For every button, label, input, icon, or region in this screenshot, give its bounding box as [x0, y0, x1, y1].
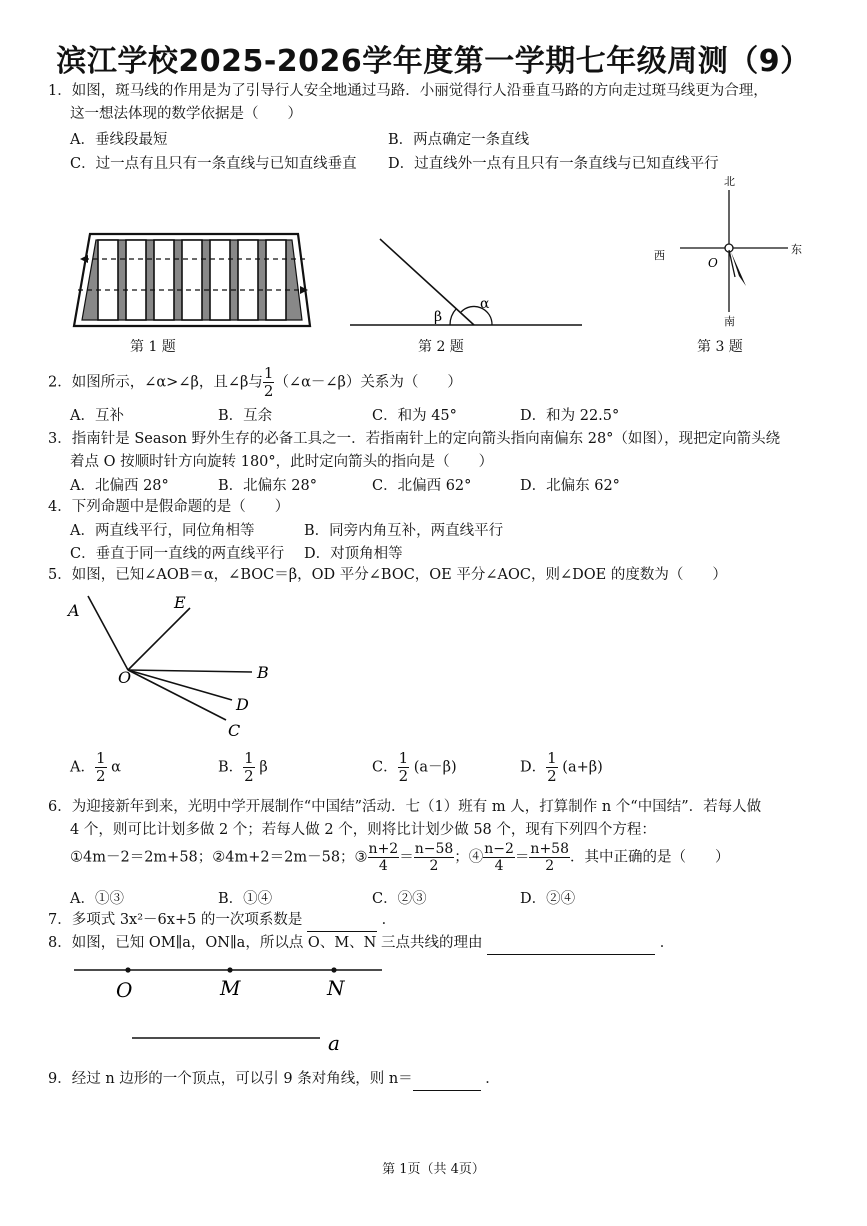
figure-3-caption: 第 3 题	[697, 339, 743, 355]
page-title: 滨江学校2025-2026学年度第一学期七年级周测（9）	[56, 44, 811, 79]
fraction-denominator: 2	[244, 767, 254, 785]
fraction-one-half	[546, 751, 558, 784]
fraction-denominator: 4	[378, 858, 388, 874]
point-d-label: D	[236, 695, 249, 714]
equals-sign: ＝	[514, 849, 530, 866]
question-4-option-b: B．同旁内角互补，两直线平行	[304, 523, 504, 539]
point-b-label: B	[257, 663, 269, 682]
angle-alpha-label: α	[480, 296, 490, 312]
question-6-option-b: B．①④	[218, 891, 273, 907]
question-2-stem-post: （∠α－∠β）关系为（ ）	[274, 374, 462, 391]
equals-sign: ＝	[399, 849, 414, 866]
fraction-one-half	[398, 751, 410, 784]
point-o-label: O	[118, 668, 132, 687]
point-m-label: M	[220, 976, 241, 1000]
question-4-stem: 4．下列命题中是假命题的是（ ）	[48, 499, 290, 515]
angle-beta-label: β	[434, 309, 443, 325]
question-3-stem: 3．指南针是 Season 野外生存的必备工具之一．若指南针上的定向箭头指向南偏东 28°（如图），现把定向箭头绕	[48, 431, 781, 447]
question-9-end: ．	[485, 1071, 500, 1087]
point-a-label: A	[68, 601, 80, 620]
figure-zebra-crossing	[72, 228, 322, 333]
question-6-equations	[70, 842, 729, 873]
fraction-denominator: 2	[547, 767, 557, 785]
question-6-option-a: A．①③	[70, 891, 124, 907]
fraction-eq4-left	[483, 842, 515, 873]
question-3-option-a: A．北偏西 28°	[70, 478, 169, 494]
question-3-option-d: D．北偏东 62°	[520, 478, 620, 494]
question-1-stem-line2: 这一想法体现的数学依据是（ ）	[70, 106, 302, 122]
answer-blank	[487, 932, 655, 955]
fraction-eq3-left	[368, 842, 400, 873]
fraction-denominator: 2	[263, 382, 274, 400]
compass-north-label: 北	[724, 175, 735, 188]
question-6-option-d: D．②④	[520, 891, 576, 907]
question-7	[48, 909, 396, 932]
question-5-option-a	[70, 751, 121, 784]
option-letter: A．	[70, 759, 95, 776]
compass-west-label: 西	[654, 249, 665, 262]
question-8-end: ．	[659, 935, 675, 951]
equations-1-2: ①4m－2＝2m+58；②4m+2＝2m－58；③	[70, 849, 368, 866]
line-a-label: a	[328, 1031, 340, 1055]
question-6-stem: 6．为迎接新年到来，光明中学开展制作“中国结”活动．七（1）班有 m 人，打算制作 n 个“中国结”．若每人做	[48, 799, 762, 815]
fraction-numerator: 1	[95, 749, 106, 767]
equation-4-marker: ；④	[454, 849, 484, 866]
figure-compass	[650, 172, 810, 332]
question-9	[48, 1068, 500, 1091]
fraction-numerator: 1	[547, 749, 557, 767]
fraction-denominator: 2	[545, 858, 555, 874]
fraction-eq4-right	[529, 842, 570, 873]
question-2-stem	[48, 366, 462, 399]
option-letter: C．	[372, 759, 398, 776]
fraction-one-half	[263, 366, 275, 399]
question-7-end: ．	[381, 912, 397, 928]
point-n-label: N	[327, 976, 345, 1000]
fraction-numerator: n+58	[530, 841, 569, 857]
compass-south-label: 南	[724, 315, 735, 328]
page-footer: 第 1页（共 4页）	[382, 1162, 485, 1177]
fraction-numerator: 1	[398, 749, 409, 767]
question-5-option-d	[520, 751, 603, 784]
fraction-denominator: 2	[95, 767, 106, 785]
question-5-option-b	[218, 751, 268, 784]
fraction-denominator: 2	[398, 767, 409, 785]
answer-blank	[413, 1068, 481, 1091]
point-e-label: E	[174, 593, 186, 612]
point-o-label: O	[116, 978, 133, 1002]
fraction-numerator: 1	[244, 749, 254, 767]
figure-2-caption: 第 2 题	[418, 339, 464, 355]
question-6-stem-line2: 4 个，则可比计划多做 2 个；若每人做 2 个，则将比计划少做 58 个，现有下列四个方程：	[70, 822, 656, 838]
question-2-stem-pre: 2．如图所示，∠α>∠β，且∠β与	[48, 374, 263, 391]
option-expression: (a+β)	[562, 759, 603, 776]
fraction-denominator: 2	[429, 858, 439, 874]
option-letter: B．	[218, 759, 244, 776]
question-3-stem-line2: 着点 O 按顺时针方向旋转 180°，此时定向箭头的指向是（ ）	[70, 454, 494, 470]
figure-angle-bisectors	[62, 588, 282, 744]
option-expression: β	[259, 759, 268, 776]
fraction-eq3-right	[414, 842, 455, 873]
question-8-stem: 8．如图，已知 OM∥a，ON∥a，所以点 O、M、N 三点共线的理由	[48, 935, 483, 951]
question-5-option-c	[372, 751, 457, 784]
fraction-one-half	[95, 751, 107, 784]
compass-east-label: 东	[791, 243, 802, 256]
question-1-option-d: D．过直线外一点有且只有一条直线与已知直线平行	[388, 156, 719, 172]
question-2-option-a: A．互补	[70, 408, 124, 424]
question-1-option-c: C．过一点有且只有一条直线与已知直线垂直	[70, 156, 357, 172]
question-8	[48, 932, 674, 955]
fraction-numerator: n−58	[414, 841, 454, 857]
fraction-denominator: 4	[494, 858, 504, 874]
option-letter: D．	[520, 759, 547, 776]
question-9-stem: 9．经过 n 边形的一个顶点，可以引 9 条对角线，则 n＝	[48, 1071, 413, 1087]
question-4-option-c: C．垂直于同一直线的两直线平行	[70, 546, 285, 562]
question-4-option-a: A．两直线平行，同位角相等	[70, 523, 255, 539]
figure-1-caption: 第 1 题	[130, 339, 176, 355]
question-6-option-c: C．②③	[372, 891, 427, 907]
question-2-option-b: B．互余	[218, 408, 273, 424]
question-4-option-d: D．对顶角相等	[304, 546, 403, 562]
question-1-option-a: A．垂线段最短	[70, 132, 168, 148]
option-expression: α	[111, 759, 121, 776]
fraction-numerator: n+2	[368, 841, 399, 857]
figure-angles-alpha-beta	[346, 232, 586, 332]
question-3-option-c: C．北偏西 62°	[372, 478, 472, 494]
compass-center-label: O	[708, 256, 718, 270]
question-2-option-d: D．和为 22.5°	[520, 408, 620, 424]
question-1-stem: 1．如图，斑马线的作用是为了引导行人安全地通过马路．小丽觉得行人沿垂直马路的方向走过斑马线更为合理，	[48, 83, 768, 99]
question-6-tail: ．其中正确的是（ ）	[569, 849, 730, 866]
question-3-option-b: B．北偏东 28°	[218, 478, 317, 494]
figure-collinear-points	[70, 958, 390, 1058]
question-5-stem: 5．如图，已知∠AOB＝α，∠BOC＝β，OD 平分∠BOC，OE 平分∠AOC，则∠DOE 的度数为（ ）	[48, 567, 727, 583]
fraction-one-half	[243, 751, 255, 784]
fraction-numerator: n−2	[484, 841, 514, 857]
point-c-label: C	[228, 721, 241, 740]
question-7-stem: 7．多项式 3x²－6x+5 的一次项系数是	[48, 912, 303, 928]
question-1-option-b: B．两点确定一条直线	[388, 132, 530, 148]
answer-blank	[307, 909, 377, 932]
fraction-numerator: 1	[263, 364, 274, 382]
option-expression: (a－β)	[413, 759, 457, 776]
question-2-option-c: C．和为 45°	[372, 408, 457, 424]
